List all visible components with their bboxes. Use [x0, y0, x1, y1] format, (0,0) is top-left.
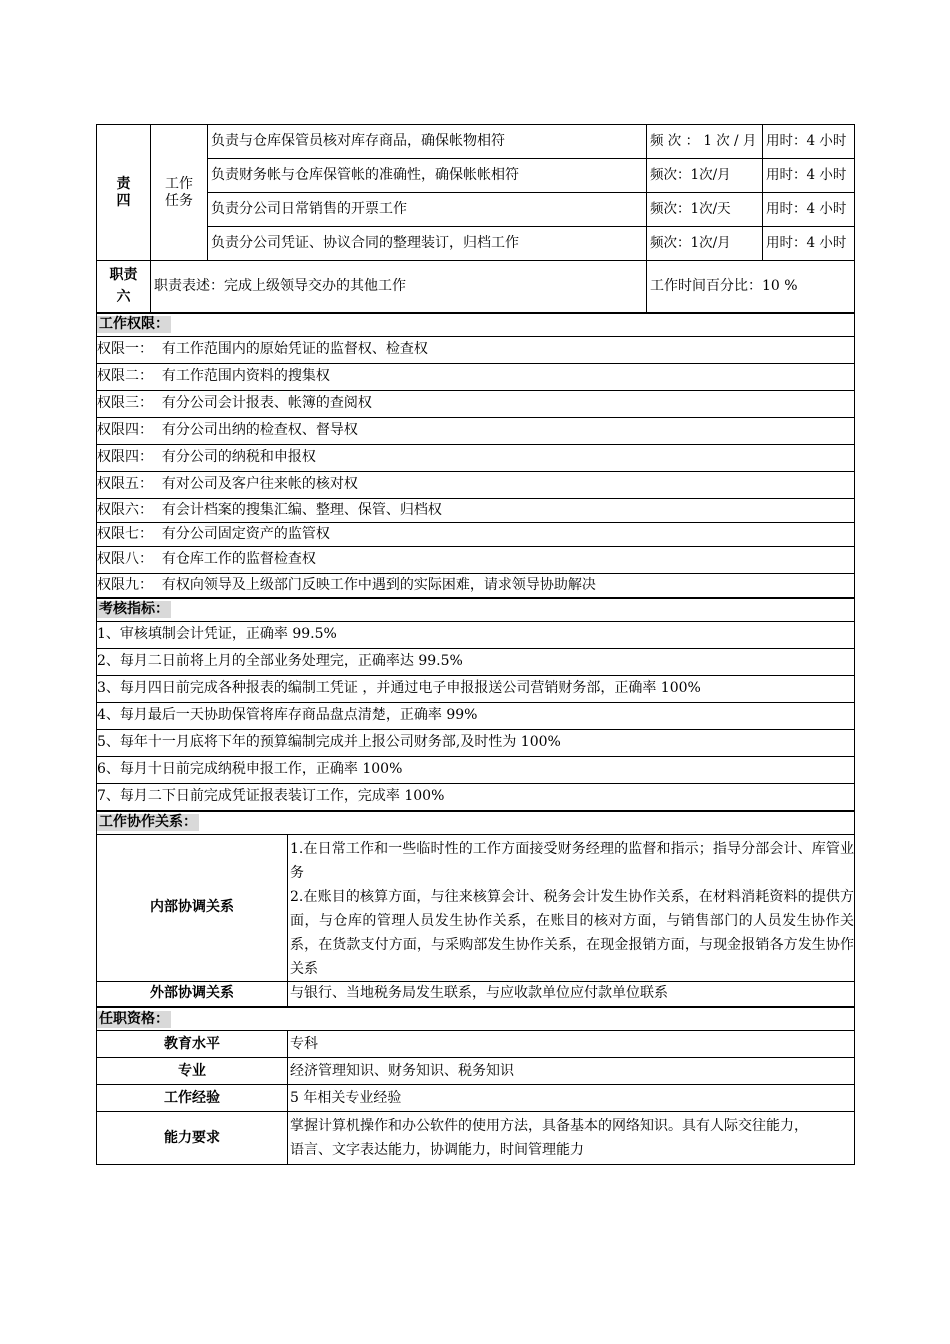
qualification-label: 专业 — [97, 1058, 288, 1085]
external-cooperation-row — [97, 981, 855, 1007]
authority-item: 权限三： 有分公司会计报表、帐簿的查阅权 — [97, 390, 855, 417]
task-text: 负责财务帐与仓库保管帐的准确性，确保帐帐相符 — [208, 159, 647, 193]
task-time: 用时：4 小时 — [763, 125, 855, 159]
authority-item: 权限二： 有工作范围内资料的搜集权 — [97, 363, 855, 390]
job-description-table — [96, 124, 855, 1165]
job-description-page — [96, 124, 854, 1165]
kpi-item: 5、每年十一月底将下年的预算编制完成并上报公司财务部,及时性为 100% — [97, 729, 855, 756]
duty6-row — [97, 261, 855, 313]
kpi-item: 7、每月二下日前完成凭证报表装订工作，完成率 100% — [97, 783, 855, 811]
authority-item: 权限八： 有仓库工作的监督检查权 — [97, 546, 855, 573]
task-frequency: 频 次 ： 1 次 / 月 — [647, 125, 763, 159]
external-cooperation-label: 外部协调关系 — [97, 981, 288, 1007]
duty6-percent: 工作时间百分比：10 % — [647, 261, 855, 313]
qualification-label: 工作经验 — [97, 1085, 288, 1112]
ability-row — [97, 1112, 855, 1165]
kpi-item: 1、审核填制会计凭证，正确率 99.5% — [97, 621, 855, 648]
duty4-label: 责 四 — [97, 125, 151, 261]
cooperation-title: 工作协作关系： — [99, 814, 197, 830]
duty6-label: 职责 六 — [97, 261, 151, 313]
duty4-sublabel: 工作 任务 — [151, 125, 208, 261]
internal-cooperation-row — [97, 834, 855, 981]
duty4-task-row — [97, 125, 855, 159]
ability-text-2: 语言、文字表达能力，协调能力，时间管理能力 — [290, 1142, 584, 1158]
task-text: 负责分公司凭证、协议合同的整理装订，归档工作 — [208, 227, 647, 261]
qualification-row — [97, 1031, 855, 1058]
authority-item: 权限四： 有分公司出纳的检查权、督导权 — [97, 417, 855, 444]
authority-item: 权限一： 有工作范围内的原始凭证的监督权、检查权 — [97, 336, 855, 363]
authority-item: 权限七： 有分公司固定资产的监管权 — [97, 522, 855, 546]
kpi-header-row — [97, 598, 855, 622]
task-time: 用时：4 小时 — [763, 227, 855, 261]
internal-cooperation-item: 2.在账目的核算方面，与往来核算会计、税务会计发生协作关系，在材料消耗资料的提供方面，与仓库的管理人员发生协作关系，在账目的核对方面，与销售部门的人员发生协作关系，在货款支付方面，与采购部发生协作关系，在现金报销方面，与现金报销各方发生协作关系 — [290, 888, 854, 977]
kpi-title: 考核指标： — [99, 601, 169, 617]
duty4-task-row — [97, 193, 855, 227]
ability-label: 能力要求 — [97, 1112, 288, 1165]
internal-cooperation-label: 内部协调关系 — [97, 834, 288, 981]
cooperation-header-row — [97, 811, 855, 835]
authority-header-row — [97, 313, 855, 337]
task-text: 负责与仓库保管员核对库存商品，确保帐物相符 — [208, 125, 647, 159]
task-text: 负责分公司日常销售的开票工作 — [208, 193, 647, 227]
authority-title: 工作权限： — [99, 316, 169, 332]
ability-content — [288, 1112, 855, 1165]
duty6-text: 职责表述：完成上级领导交办的其他工作 — [151, 261, 647, 313]
qualification-header-row — [97, 1007, 855, 1031]
task-frequency: 频次：1次/月 — [647, 227, 763, 261]
kpi-item: 4、每月最后一天协助保管将库存商品盘点清楚，正确率 99% — [97, 702, 855, 729]
authority-item: 权限五： 有对公司及客户往来帐的核对权 — [97, 471, 855, 498]
qualification-value: 经济管理知识、财务知识、税务知识 — [288, 1058, 855, 1085]
authority-item: 权限四： 有分公司的纳税和申报权 — [97, 444, 855, 471]
kpi-item: 3、每月四日前完成各种报表的编制工凭证 ，并通过电子申报报送公司营销财务部，正确率 100% — [97, 675, 855, 702]
task-time: 用时：4 小时 — [763, 159, 855, 193]
qualification-value: 专科 — [288, 1031, 855, 1058]
authority-item: 权限六： 有会计档案的搜集汇编、整理、保管、归档权 — [97, 498, 855, 522]
kpi-item: 6、每月十日前完成纳税申报工作，正确率 100% — [97, 756, 855, 783]
internal-cooperation-item: 1.在日常工作和一些临时性的工作方面接受财务经理的监督和指示；指导分部会计、库管业务 — [290, 840, 854, 881]
qualification-label: 教育水平 — [97, 1031, 288, 1058]
qualification-value: 5 年相关专业经验 — [288, 1085, 855, 1112]
qualification-row — [97, 1058, 855, 1085]
duty4-task-row — [97, 227, 855, 261]
qualification-row — [97, 1085, 855, 1112]
duty4-task-row — [97, 159, 855, 193]
task-frequency: 频次：1次/月 — [647, 159, 763, 193]
external-cooperation-content: 与银行、当地税务局发生联系，与应收款单位应付款单位联系 — [288, 981, 855, 1007]
kpi-item: 2、每月二日前将上月的全部业务处理完，正确率达 99.5% — [97, 648, 855, 675]
task-time: 用时：4 小时 — [763, 193, 855, 227]
ability-text-1: 掌握计算机操作和办公软件的使用方法，具备基本的网络知识。具有人际交往能力， — [290, 1118, 808, 1134]
task-frequency: 频次：1次/天 — [647, 193, 763, 227]
internal-cooperation-content — [288, 834, 855, 981]
authority-item: 权限九： 有权向领导及上级部门反映工作中遇到的实际困难，请求领导协助解决 — [97, 573, 855, 598]
qualification-title: 任职资格： — [99, 1010, 169, 1027]
